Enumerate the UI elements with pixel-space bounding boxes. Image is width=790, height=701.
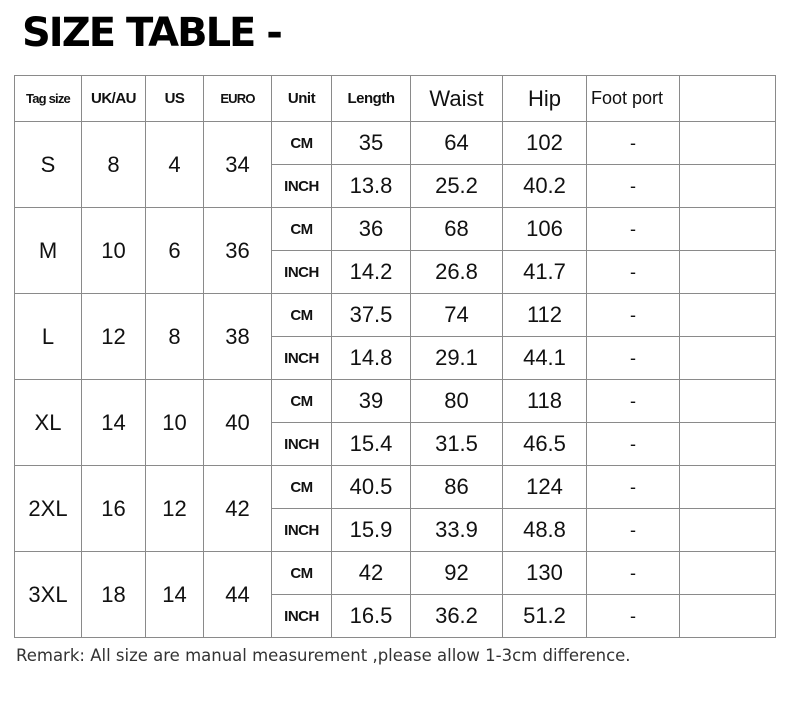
hip-cell: 130 <box>503 552 587 595</box>
foot-port-cell: - <box>587 337 680 380</box>
waist-cell: 92 <box>411 552 503 595</box>
header-tag-size: Tag size <box>15 76 82 122</box>
waist-cell: 64 <box>411 122 503 165</box>
header-row <box>15 76 776 122</box>
euro-cell: 34 <box>204 122 272 208</box>
table-row <box>15 122 776 165</box>
uk-au-cell: 18 <box>82 552 146 638</box>
empty-cell <box>680 552 776 595</box>
header-length: Length <box>332 76 411 122</box>
unit-cell: CM <box>272 466 332 509</box>
length-cell: 39 <box>332 380 411 423</box>
foot-port-cell: - <box>587 509 680 552</box>
uk-au-cell: 14 <box>82 380 146 466</box>
empty-cell <box>680 294 776 337</box>
foot-port-cell: - <box>587 380 680 423</box>
tag-size-cell: 2XL <box>15 466 82 552</box>
hip-cell: 40.2 <box>503 165 587 208</box>
length-cell: 35 <box>332 122 411 165</box>
hip-cell: 46.5 <box>503 423 587 466</box>
length-cell: 15.9 <box>332 509 411 552</box>
foot-port-cell: - <box>587 251 680 294</box>
unit-cell: CM <box>272 208 332 251</box>
waist-cell: 26.8 <box>411 251 503 294</box>
header-hip: Hip <box>503 76 587 122</box>
empty-cell <box>680 337 776 380</box>
us-cell: 10 <box>146 380 204 466</box>
table-row <box>15 466 776 509</box>
unit-cell: INCH <box>272 337 332 380</box>
hip-cell: 41.7 <box>503 251 587 294</box>
tag-size-cell: M <box>15 208 82 294</box>
length-cell: 15.4 <box>332 423 411 466</box>
unit-cell: CM <box>272 294 332 337</box>
unit-cell: CM <box>272 122 332 165</box>
waist-cell: 74 <box>411 294 503 337</box>
tag-size-cell: XL <box>15 380 82 466</box>
us-cell: 12 <box>146 466 204 552</box>
remark-note: Remark: All size are manual measurement ,please allow 1-3cm difference. <box>16 646 631 665</box>
unit-cell: INCH <box>272 509 332 552</box>
euro-cell: 44 <box>204 552 272 638</box>
hip-cell: 102 <box>503 122 587 165</box>
empty-cell <box>680 208 776 251</box>
waist-cell: 36.2 <box>411 595 503 638</box>
us-cell: 8 <box>146 294 204 380</box>
euro-cell: 42 <box>204 466 272 552</box>
uk-au-cell: 12 <box>82 294 146 380</box>
hip-cell: 106 <box>503 208 587 251</box>
euro-cell: 38 <box>204 294 272 380</box>
header-uk-au: UK/AU <box>82 76 146 122</box>
waist-cell: 68 <box>411 208 503 251</box>
length-cell: 36 <box>332 208 411 251</box>
header-foot-port: Foot port <box>587 76 680 122</box>
table-row <box>15 294 776 337</box>
euro-cell: 36 <box>204 208 272 294</box>
waist-cell: 29.1 <box>411 337 503 380</box>
foot-port-cell: - <box>587 595 680 638</box>
page-title: SIZE TABLE - <box>22 10 281 56</box>
waist-cell: 31.5 <box>411 423 503 466</box>
unit-cell: CM <box>272 552 332 595</box>
uk-au-cell: 8 <box>82 122 146 208</box>
tag-size-cell: S <box>15 122 82 208</box>
table-row <box>15 552 776 595</box>
header-euro: EURO <box>204 76 272 122</box>
header-waist: Waist <box>411 76 503 122</box>
hip-cell: 44.1 <box>503 337 587 380</box>
empty-cell <box>680 380 776 423</box>
foot-port-cell: - <box>587 552 680 595</box>
header-empty <box>680 76 776 122</box>
hip-cell: 48.8 <box>503 509 587 552</box>
hip-cell: 118 <box>503 380 587 423</box>
length-cell: 37.5 <box>332 294 411 337</box>
foot-port-cell: - <box>587 122 680 165</box>
unit-cell: INCH <box>272 423 332 466</box>
foot-port-cell: - <box>587 294 680 337</box>
hip-cell: 124 <box>503 466 587 509</box>
header-us: US <box>146 76 204 122</box>
waist-cell: 33.9 <box>411 509 503 552</box>
unit-cell: CM <box>272 380 332 423</box>
waist-cell: 86 <box>411 466 503 509</box>
empty-cell <box>680 595 776 638</box>
uk-au-cell: 10 <box>82 208 146 294</box>
table-body <box>15 122 776 638</box>
length-cell: 16.5 <box>332 595 411 638</box>
unit-cell: INCH <box>272 165 332 208</box>
foot-port-cell: - <box>587 423 680 466</box>
us-cell: 6 <box>146 208 204 294</box>
euro-cell: 40 <box>204 380 272 466</box>
waist-cell: 25.2 <box>411 165 503 208</box>
waist-cell: 80 <box>411 380 503 423</box>
hip-cell: 51.2 <box>503 595 587 638</box>
length-cell: 42 <box>332 552 411 595</box>
empty-cell <box>680 251 776 294</box>
tag-size-cell: 3XL <box>15 552 82 638</box>
unit-cell: INCH <box>272 595 332 638</box>
unit-cell: INCH <box>272 251 332 294</box>
length-cell: 14.8 <box>332 337 411 380</box>
hip-cell: 112 <box>503 294 587 337</box>
table-row <box>15 380 776 423</box>
table-row <box>15 208 776 251</box>
length-cell: 40.5 <box>332 466 411 509</box>
empty-cell <box>680 509 776 552</box>
empty-cell <box>680 423 776 466</box>
size-table <box>14 75 776 638</box>
empty-cell <box>680 122 776 165</box>
foot-port-cell: - <box>587 165 680 208</box>
empty-cell <box>680 165 776 208</box>
length-cell: 13.8 <box>332 165 411 208</box>
tag-size-cell: L <box>15 294 82 380</box>
uk-au-cell: 16 <box>82 466 146 552</box>
us-cell: 4 <box>146 122 204 208</box>
header-unit: Unit <box>272 76 332 122</box>
empty-cell <box>680 466 776 509</box>
foot-port-cell: - <box>587 208 680 251</box>
length-cell: 14.2 <box>332 251 411 294</box>
foot-port-cell: - <box>587 466 680 509</box>
us-cell: 14 <box>146 552 204 638</box>
